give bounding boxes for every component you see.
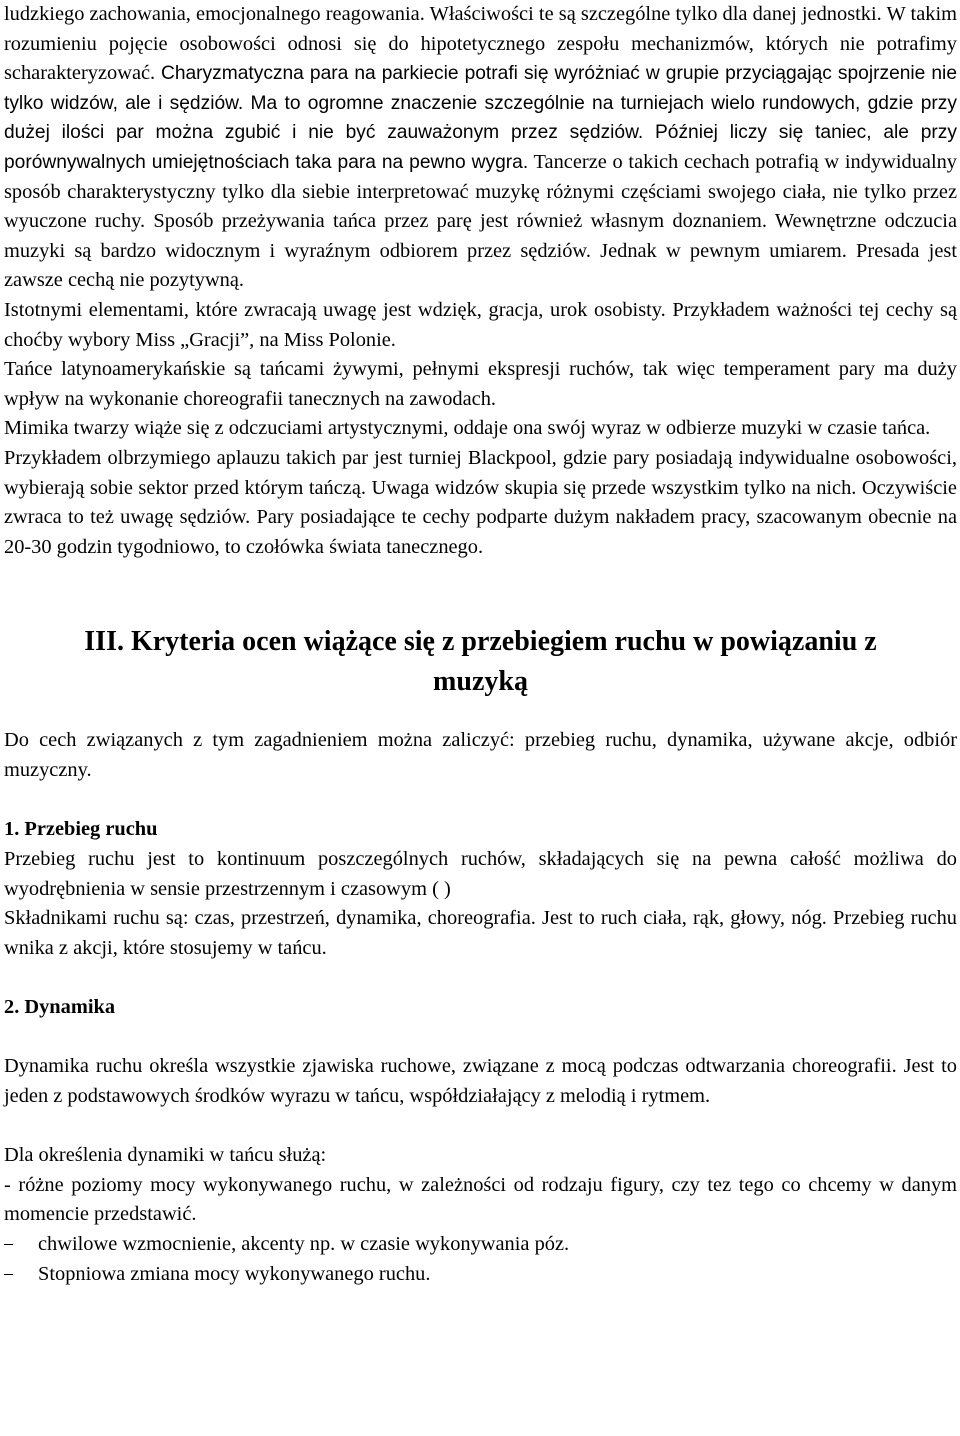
dynamics-list-intro: Dla określenia dynamiki w tańcu służą: [4, 1144, 327, 1167]
list-item-text: Stopniowa zmiana mocy wykonywanego ruchu. [38, 1262, 431, 1285]
paragraph-movement-components: Składnikami ruchu są: czas, przestrzeń, dynamika, choreografia. Jest to ruch ciała, rąk, głowy, nóg. Przebieg ruchu wnika z akcji, które stosujemy w tańcu. [4, 907, 957, 959]
spacer [4, 963, 957, 993]
dash-bullet-icon [4, 1230, 38, 1260]
paragraph-blackpool: Przykładem olbrzymiego aplauzu takich par jest turniej Blackpool, gdzie pary posiadają indywidualne osobowości, wybierają sobie sektor przed którym tańczą. Uwaga widzów skupia się przede wszystkim tylko na nich. Oczywiście zwraca to też uwagę sędziów. Pary posiadające te cechy podparte dużym nakładem pracy, szacowanym obecnie na 20-30 godzin tygodniowo, to czołówka świata tanecznego. [4, 446, 957, 558]
spacer [4, 562, 957, 622]
dynamics-list-lead: - różne poziomy mocy wykonywanego ruchu, w zależności od rodzaju figury, czy tez tego co chcemy w danym momencie przedstawić. [4, 1173, 957, 1226]
list-item-text: chwilowe wzmocnienie, akcenty np. w czasie wykonywania póz. [38, 1233, 570, 1255]
spacer [4, 785, 957, 815]
text-charismatic-couple: Charyzmatyczna para na parkiecie potrafi się wyróżniać w grupie przyciągając spojrzenie nie tylko widzów, ale i sędziów. Ma to ogromne znaczenie szczególnie na turniejach wielo rundowych, gdzie przy dużej ilości par można zgubić i nie być zauważonym przez sędziów. Później liczy się taniec, ale przy porównywalnych umiejętnościach taka para na pewno wygra. [4, 63, 957, 173]
subsection-heading-movement: 1. Przebieg ruchu [4, 818, 158, 841]
section-title-line2: muzyką [433, 666, 528, 698]
list-item [4, 1260, 957, 1290]
section-intro: Do cech związanych z tym zagadnieniem można zaliczyć: przebieg ruchu, dynamika, używane akcje, odbiór muzyczny. [4, 729, 957, 781]
paragraph-personality [4, 0, 957, 296]
spacer [4, 1023, 957, 1052]
spacer [4, 702, 957, 726]
document-page [4, 0, 957, 1289]
paragraph-dynamics-definition: Dynamika ruchu określa wszystkie zjawiska ruchowe, związane z mocą podczas odtwarzania choreografii. Jest to jeden z podstawowych środków wyrazu w tańcu, współdziałający z melodią i rytmem. [4, 1055, 957, 1107]
subsection-heading-dynamics: 2. Dynamika [4, 996, 116, 1019]
text-personality-definition: ludzkiego zachowania, emocjonalnego reagowania. Właściwości te są szczególne tylko dla danej jednostki. W takim rozumieniu pojęcie osobowości odnosi się do hipotetycznego zespołu mechanizmów, których nie potrafimy scharakteryzować. [4, 3, 957, 85]
dash-bullet-icon [4, 1260, 38, 1290]
section-title [4, 622, 957, 702]
paragraph-grace: Istotnymi elementami, które zwracają uwagę jest wdzięk, gracja, urok osobisty. Przykładem ważności tej cechy są choćby wybory Miss „Gracji”, na Miss Polonie. [4, 298, 957, 351]
paragraph-facial-expression: Mimika twarzy wiąże się z odczuciami artystycznymi, oddaje ona swój wyraz w odbierze muzyki w czasie tańca. [4, 417, 931, 440]
paragraph-latin-dances: Tańce latynoamerykańskie są tańcami żywymi, pełnymi ekspresji ruchów, tak więc temperament pary ma duży wpływ na wykonanie choreografii tanecznych na zawodach. [4, 358, 957, 410]
spacer [4, 1111, 957, 1141]
text-dancers-interpretation: Tancerze o takich cechach potrafią w indywidualny sposób charakterystyczny tylko dla siebie interpretować muzykę różnymi częściami swojego ciała, nie tylko przez wyuczone ruchy. Sposób przeżywania tańca przez parę jest również własnym doznaniem. Wewnętrzne odczucia muzyki są bardzo widocznym i wyraźnym odbiorem przez sędziów. Jednak w pewnym umiarem. Presada jest zawsze cechą nie pozytywną. [4, 150, 958, 292]
paragraph-movement-definition: Przebieg ruchu jest to kontinuum poszczególnych ruchów, składających się na pewna całość możliwa do wyodrębnienia w sensie przestrzennym i czasowym ( ) [4, 848, 957, 900]
section-title-line1: III. Kryteria ocen wiążące się z przebiegiem ruchu w powiązaniu z [84, 626, 877, 658]
list-item [4, 1230, 957, 1260]
